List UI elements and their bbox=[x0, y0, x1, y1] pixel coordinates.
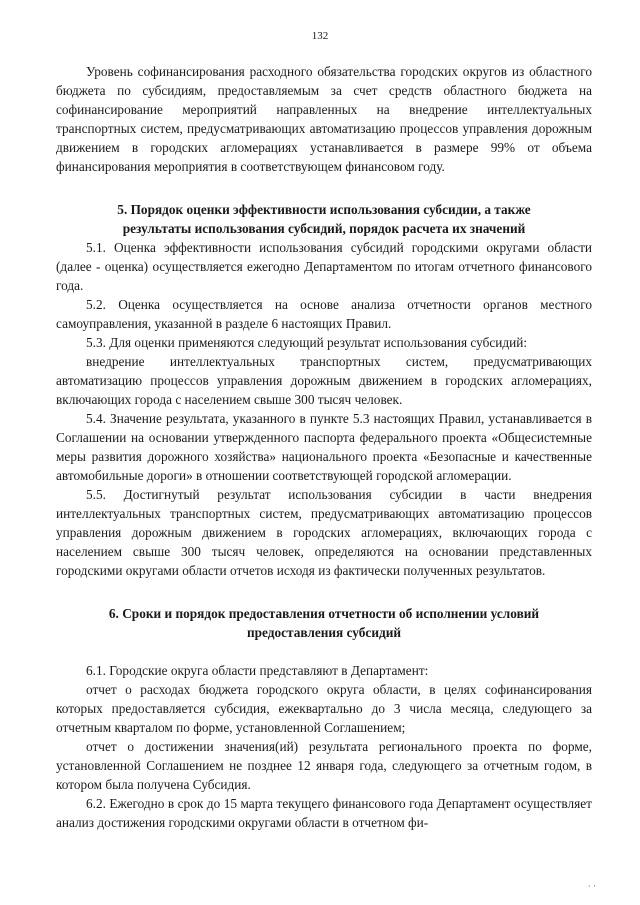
paragraph-5-3: 5.3. Для оценки применяются следующий результат использования субсидий: bbox=[86, 335, 528, 350]
section-5-heading-line-1: 5. Порядок оценки эффективности использования субсидии, а также bbox=[117, 202, 531, 217]
paragraph-6-2: 6.2. Ежегодно в срок до 15 марта текущего финансового года Департамент осуществляет анализ достижения городскими округами области в отчетном фи- bbox=[56, 796, 592, 830]
paragraph-5-4: 5.4. Значение результата, указанного в пункте 5.3 настоящих Правил, устанавливается в Соглашении на основании утвержденного паспорта федерального проекта «Общесистемные меры развития дорожного хозяйства» национального проекта «Безопасные и качественные автомобильные дороги» в отношении соответствующей городской агломерации. bbox=[56, 411, 592, 483]
page-number: 132 bbox=[311, 30, 329, 42]
paragraph-cofinancing-level: Уровень софинансирования расходного обязательства городских округов из областного бюджета по субсидиям, предоставляемым за счет средств областного бюджета на софинансирование мероприятий направленных на внедрение интеллектуальных транспортных систем, предусматривающих автоматизацию процессов управления дорожным движением в городских агломерациях устанавливается в размере 99% от объема финансирования мероприятия в соответствующем финансовом году. bbox=[56, 64, 592, 174]
section-6-heading-line-1: 6. Сроки и порядок предоставления отчетности об исполнении условий bbox=[108, 606, 540, 621]
document-body bbox=[56, 62, 592, 832]
scan-mark: · · bbox=[587, 881, 596, 891]
section-6-heading-line-2: предоставления субсидий bbox=[246, 625, 402, 640]
section-6-heading bbox=[56, 604, 592, 642]
paragraph-6-1-result-report: отчет о достижении значения(ий) результата регионального проекта по форме, установленной Соглашением не позднее 12 января года, следующего за отчетным годом, в котором была получена Субсидия. bbox=[56, 739, 592, 792]
paragraph-6-1-expense-report: отчет о расходах бюджета городского округа области, в целях софинансирования которых предоставляется субсидия, ежеквартально до 3 числа месяца, следующего за отчетным кварталом по форме, установленной Соглашением; bbox=[56, 682, 592, 735]
paragraph-5-3-result: внедрение интеллектуальных транспортных систем, предусматривающих автоматизацию процессов управления дорожным движением в городских агломерациях, включающих города с населением свыше 300 тысяч человек. bbox=[56, 354, 592, 407]
paragraph-5-1: 5.1. Оценка эффективности использования субсидий городскими округами области (далее - оценка) осуществляется ежегодно Департаментом по итогам отчетного финансового года. bbox=[56, 240, 592, 293]
paragraph-5-2: 5.2. Оценка осуществляется на основе анализа отчетности органов местного самоуправления, указанной в разделе 6 настоящих Правил. bbox=[56, 297, 592, 331]
paragraph-5-5: 5.5. Достигнутый результат использования субсидии в части внедрения интеллектуальных транспортных систем, предусматривающих автоматизацию процессов управления дорожным движением в городских агломерациях, включающих города с населением свыше 300 тысяч человек, определяются на основании представленных городскими округами области отчетов исходя из фактически полученных результатов. bbox=[56, 487, 592, 578]
section-5-heading bbox=[56, 200, 592, 238]
paragraph-6-1: 6.1. Городские округа области представляют в Департамент: bbox=[86, 663, 429, 678]
section-5-heading-line-2: результаты использования субсидий, порядок расчета их значений bbox=[122, 221, 526, 236]
